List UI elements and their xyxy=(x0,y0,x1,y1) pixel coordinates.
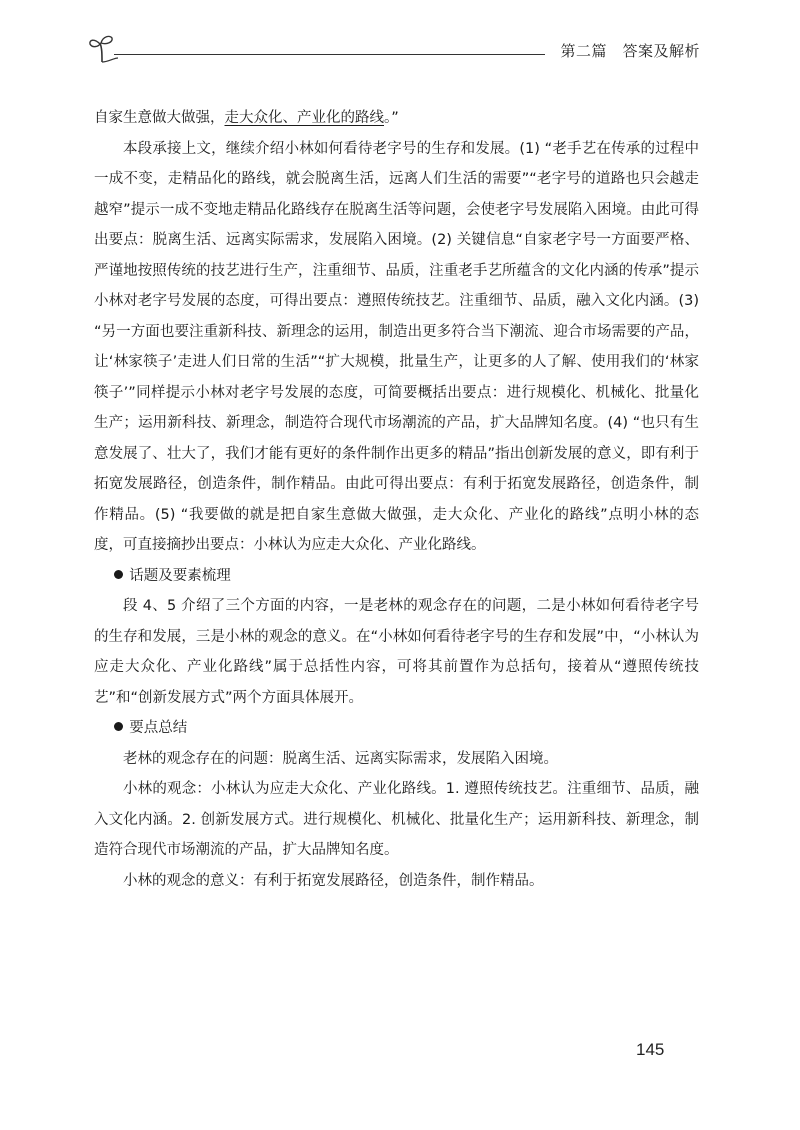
summary-heading xyxy=(94,713,699,744)
continued-quote-line xyxy=(94,103,699,134)
page-number: 145 xyxy=(636,1040,665,1059)
quote-tail: 。” xyxy=(384,110,399,126)
topic-heading xyxy=(94,561,699,592)
quote-underlined: 走大众化、产业化的路线 xyxy=(224,110,384,126)
bullet-icon xyxy=(114,722,123,731)
header-rule xyxy=(114,54,545,55)
topic-heading-text: 话题及要素梳理 xyxy=(129,567,231,584)
summary-point-2: 小林的观念：小林认为应走大众化、产业化路线。1. 遵照传统技艺。注重细节、品质，融入文化内涵。2. 创新发展方式。进行规模化、机械化、批量化生产；运用新科技、新理念，制造符合现代市场潮流的产品，扩大品牌知名度。 xyxy=(94,781,699,858)
page-content xyxy=(94,103,699,896)
summary-point-1: 老林的观念存在的问题：脱离生活、远离实际需求，发展陷入困境。 xyxy=(123,750,558,767)
analysis-paragraph: 本段承接上文，继续介绍小林如何看待老字号的生存和发展。(1) “老手艺在传承的过程中一成不变，走精品化的路线，就会脱离生活，远离人们生活的需要”“老字号的道路也只会越走越窄”提示一成不变地走精品化路线存在脱离生活等问题，会使老字号发展陷入困境。由此可得出要点：脱离生活、远离实际需求，发展陷入困境。(2) 关键信息“自家老字号一方面要严格、严谨地按照传统的技艺进行生产，注重细节、品质，注重老手艺所蕴含的文化内涵的传承”提示小林对老字号发展的态度，可得出要点：遵照传统技艺。注重细节、品质，融入文化内涵。(3) “另一方面也要注重新科技、新理念的运用，制造出更多符合当下潮流、迎合市场需要的产品，让‘林家筷子’走进人们日常的生活”“扩大规模，批量生产，让更多的人了解、使用我们的‘林家筷子’”同样提示小林对老字号发展的态度，可简要概括出要点：进行规模化、机械化、批量化生产；运用新科技、新理念，制造符合现代市场潮流的产品，扩大品牌知名度。(4) “也只有生意发展了、壮大了，我们才能有更好的条件制作出更多的精品”指出创新发展的意义，即有利于拓宽发展路径，创造条件，制作精品。由此可得出要点：有利于拓宽发展路径，创造条件，制作精品。(5) “我要做的就是把自家生意做大做强，走大众化、产业化的路线”点明小林的态度，可直接摘抄出要点：小林认为应走大众化、产业化路线。 xyxy=(94,140,699,553)
section-title: 第二篇 答案及解析 xyxy=(560,42,700,60)
page-header xyxy=(88,32,700,68)
summary-heading-text: 要点总结 xyxy=(129,720,188,736)
sprout-icon xyxy=(88,34,122,64)
quote-lead: 自家生意做大做强， xyxy=(94,110,225,126)
bullet-icon xyxy=(114,570,123,579)
topic-paragraph: 段 4、5 介绍了三个方面的内容，一是老林的观念存在的问题，二是小林如何看待老字号的生存和发展，三是小林的观念的意义。在“小林如何看待老字号的生存和发展”中，“小林认为应走大众化、产业化路线”属于总括性内容，可将其前置作为总括句，接着从“遵照传统技艺”和“创新发展方式”两个方面具体展开。 xyxy=(94,598,699,706)
summary-point-3: 小林的观念的意义：有利于拓宽发展路径，创造条件，制作精品。 xyxy=(123,872,544,889)
